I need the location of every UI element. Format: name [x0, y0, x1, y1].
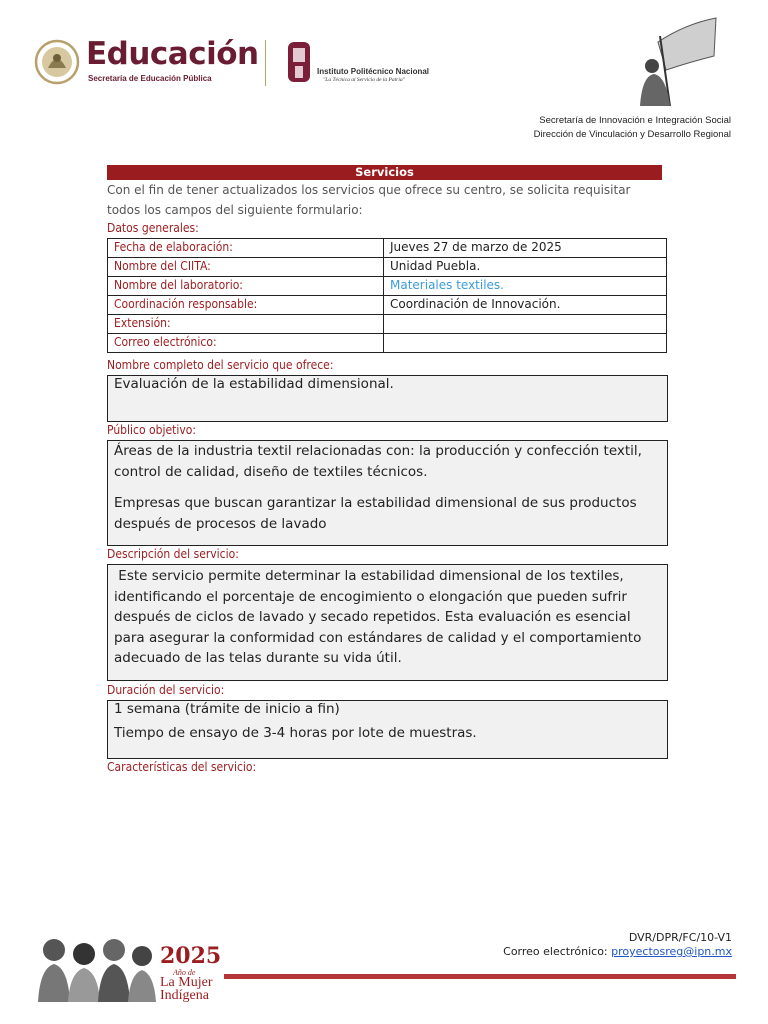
laboratorio-value[interactable]: Materiales textiles. [384, 277, 667, 296]
general-data-label: Datos generales: [107, 221, 199, 235]
field-label: Nombre del laboratorio: [108, 277, 384, 296]
field-label: Coordinación responsable: [108, 296, 384, 315]
direccion-line: Dirección de Vinculación y Desarrollo Regional [533, 129, 731, 140]
audience-label: Público objetivo: [107, 423, 196, 437]
table-row [108, 334, 667, 353]
audience-paragraph: Empresas que buscan garantizar la estabilidad dimensional de sus productos después de procesos de lavado [114, 495, 637, 532]
coordinacion-value[interactable]: Coordinación de Innovación. [384, 296, 667, 315]
section-title-bar: Servicios [107, 165, 662, 180]
field-label: Nombre del CIITA: [108, 258, 384, 277]
educacion-logo-text: Educación [86, 36, 259, 72]
duration-label: Duración del servicio: [107, 683, 225, 697]
field-label: Fecha de elaboración: [108, 239, 384, 258]
description-box[interactable] [107, 564, 668, 681]
year-small-text: Año de [173, 968, 196, 977]
table-row [108, 239, 667, 258]
characteristics-label: Características del servicio: [107, 760, 257, 774]
sep-subtitle: Secretaría de Educación Pública [88, 74, 212, 83]
table-row [108, 277, 667, 296]
email-link[interactable]: proyectosreg@ipn.mx [611, 945, 732, 958]
table-row [108, 258, 667, 277]
indigenous-women-illustration-icon [36, 928, 161, 1002]
ipn-name: Instituto Politécnico Nacional [317, 67, 430, 76]
duration-box[interactable] [107, 700, 668, 759]
mexico-seal-icon [34, 38, 80, 86]
description-text: Este servicio permite determinar la estabilidad dimensional de los textiles, identificando el porcentaje de encogimiento o elongación que pueden sufrir después de ciclos de lavado y secado repetidos. Esta evaluación es esencial para asegurar la conformidad con estándares de calidad y el comportamiento adecuado de las telas durante su vida útil. [114, 568, 646, 666]
document-code: DVR/DPR/FC/10-V1 [628, 931, 732, 944]
service-name-text: Evaluación de la estabilidad dimensional. [114, 376, 394, 392]
year-2025-text: 2025 [160, 943, 222, 969]
header-divider [265, 40, 266, 86]
description-label: Descripción del servicio: [107, 547, 239, 561]
service-name-box[interactable] [107, 375, 668, 422]
audience-box[interactable] [107, 440, 668, 546]
footer-bar [224, 974, 736, 979]
field-label: Extensión: [108, 315, 384, 334]
ipn-motto: "La Técnica al Servicio de la Patria" [323, 77, 405, 83]
table-row [108, 296, 667, 315]
service-name-label: Nombre completo del servicio que ofrece: [107, 358, 334, 372]
year-mujer-text: La Mujer [160, 975, 213, 990]
footer-email-line [503, 944, 732, 959]
ipn-logo-icon [284, 40, 314, 84]
intro-text: Con el fin de tener actualizados los servicios que ofrece su centro, se solicita requisitar todos los campos del siguiente formulario: [107, 183, 631, 217]
general-data-table [107, 238, 667, 353]
table-row [108, 315, 667, 334]
duration-paragraph: 1 semana (trámite de inicio a fin) [114, 701, 340, 717]
fecha-value[interactable]: Jueves 27 de marzo de 2025 [384, 239, 667, 258]
ciita-value[interactable]: Unidad Puebla. [384, 258, 667, 277]
correo-value[interactable] [384, 334, 667, 353]
secretaria-line: Secretaría de Innovación e Integración Social [539, 115, 731, 126]
extension-value[interactable] [384, 315, 667, 334]
year-indigena-text: Indígena [160, 988, 209, 1003]
audience-paragraph: Áreas de la industria textil relacionadas con: la producción y confección textil, control de calidad, diseño de textiles técnicos. [114, 443, 642, 480]
flag-bearer-illustration-icon [630, 14, 720, 108]
duration-paragraph: Tiempo de ensayo de 3-4 horas por lote de muestras. [114, 725, 477, 741]
field-label: Correo electrónico: [108, 334, 384, 353]
email-label: Correo electrónico: [503, 945, 608, 958]
